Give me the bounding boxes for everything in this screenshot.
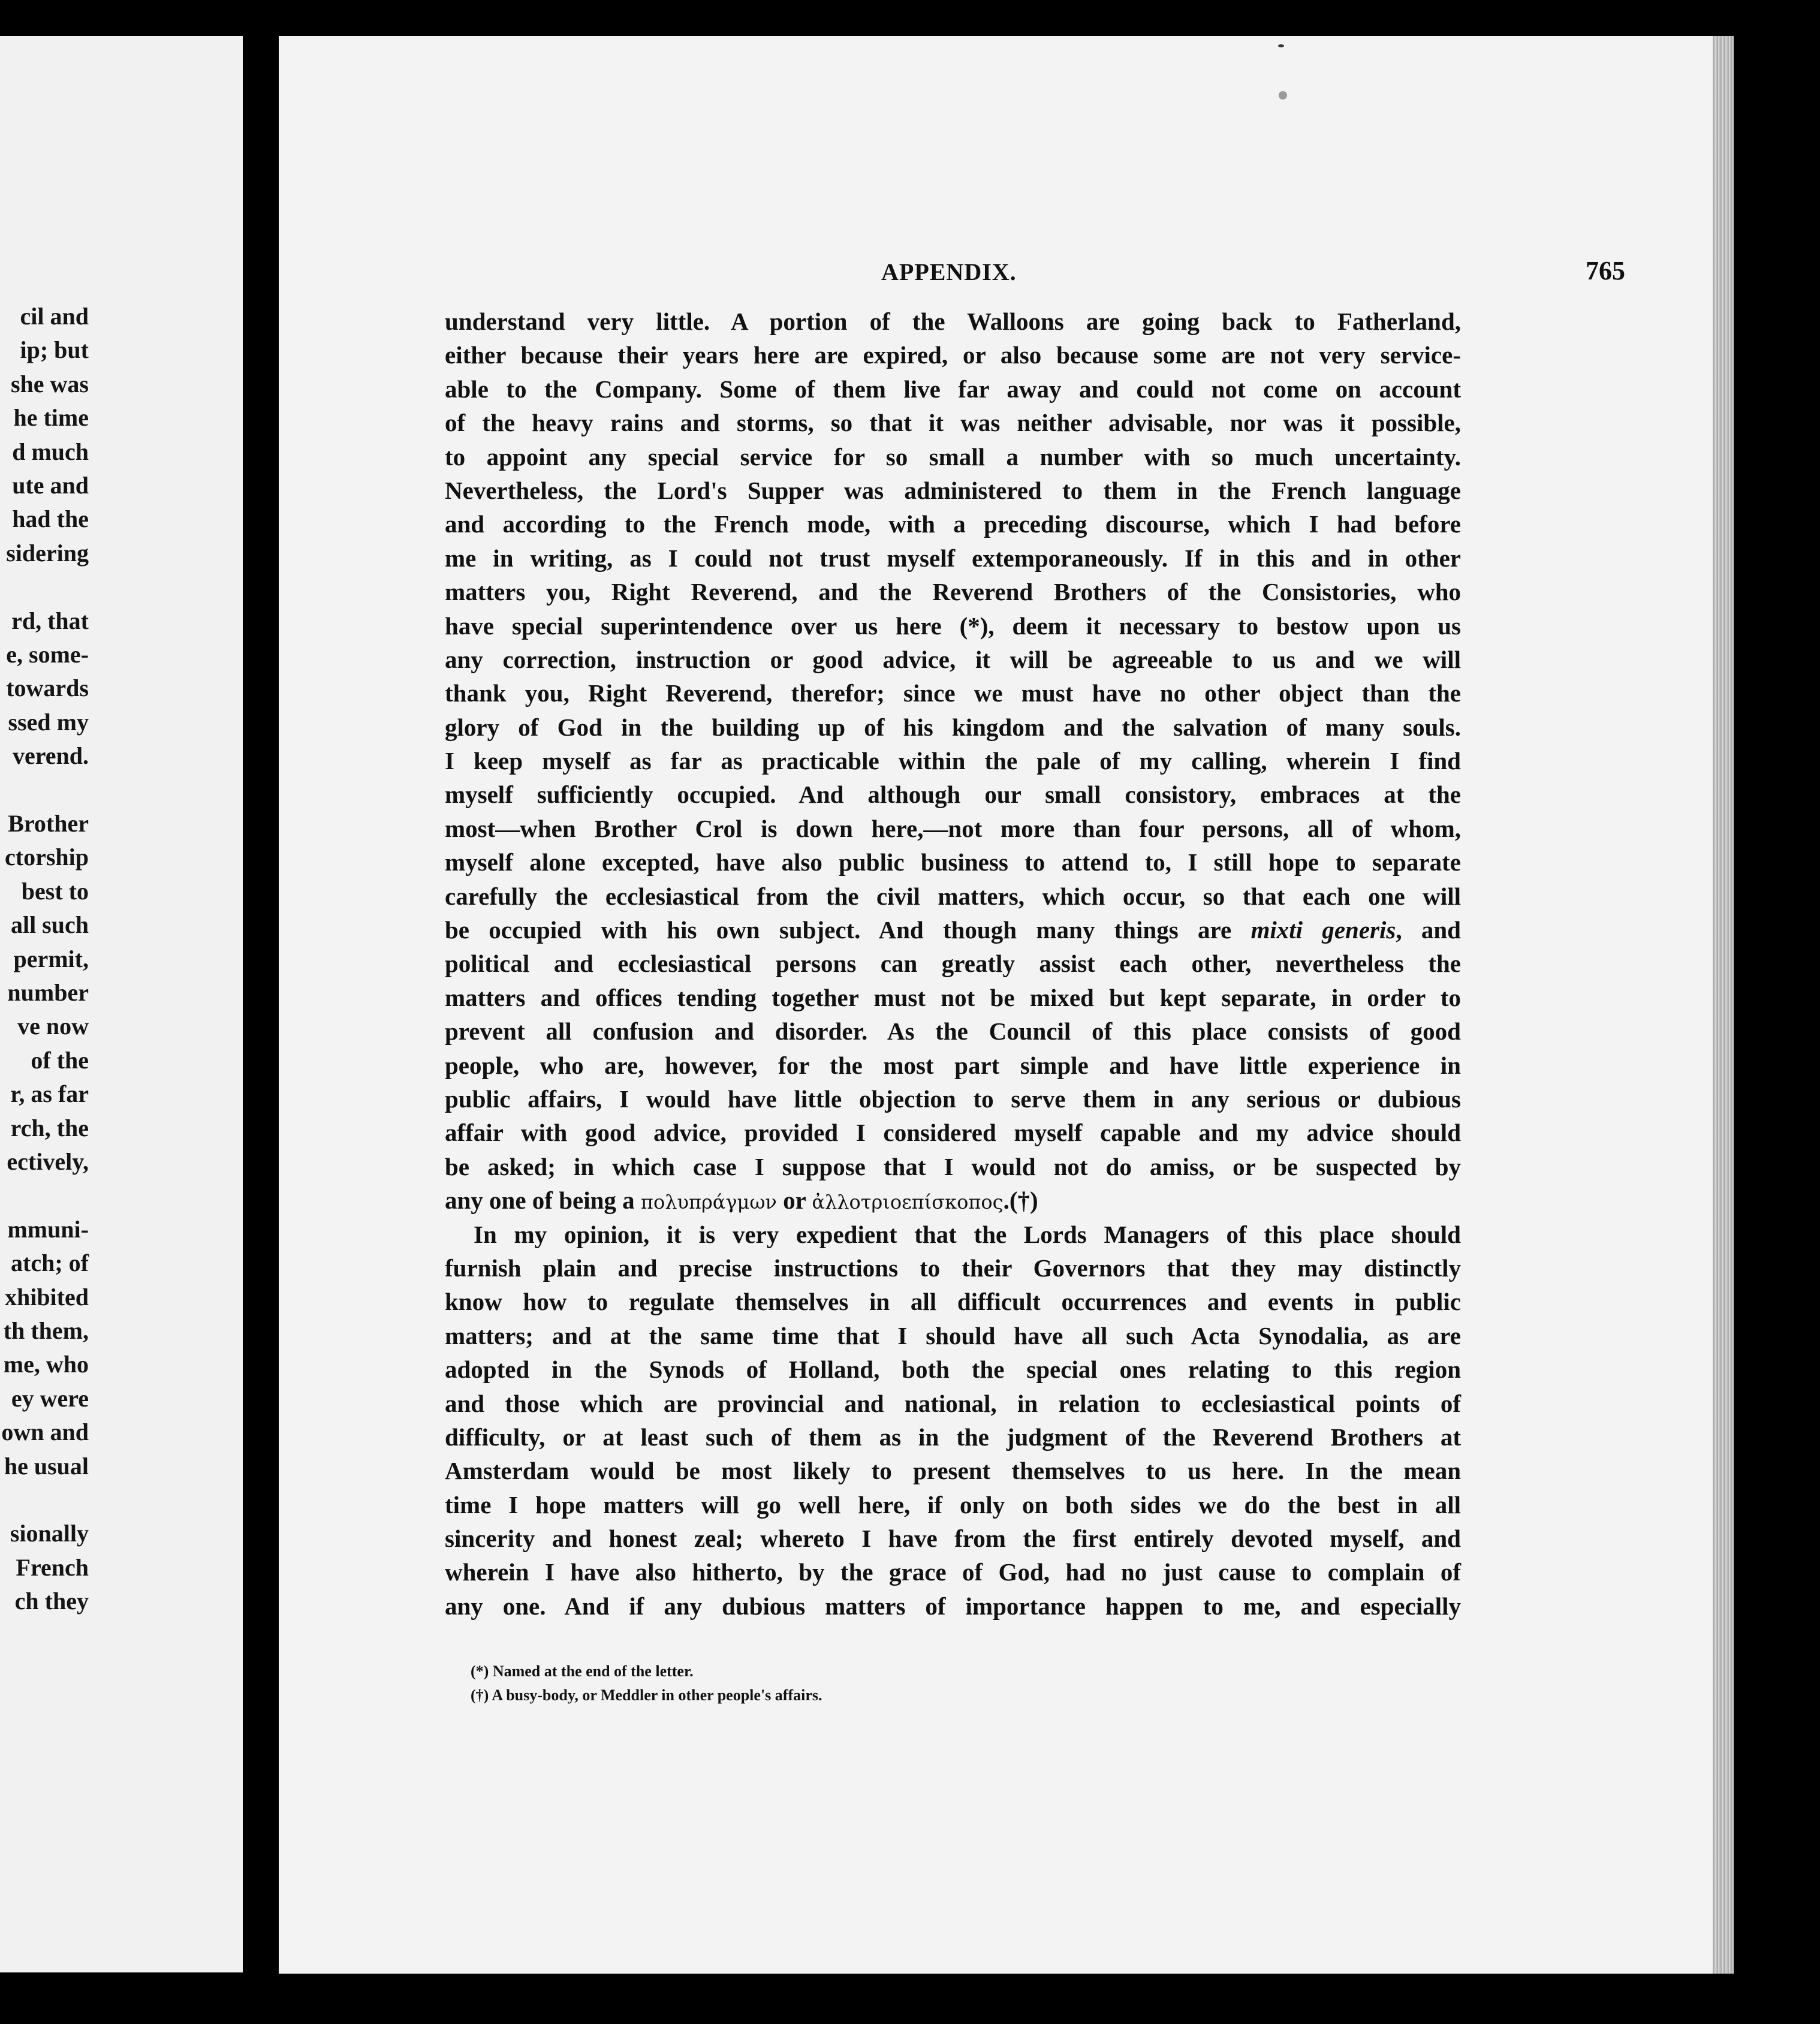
page-number: 765 [1586, 256, 1625, 285]
facing-line-fragment: ectively, [7, 1148, 89, 1175]
text-line: thank you, Right Reverend, therefor; since we must have no other object than the [445, 679, 1461, 707]
ink-speck [1279, 91, 1287, 100]
text-line: able to the Company. Some of them live far away and could not come on account [445, 375, 1461, 403]
text-line: In my opinion, it is very expedient that the Lords Managers of this place should [474, 1220, 1461, 1248]
text-line: prevent all confusion and disorder. As the Council of this place consists of good [445, 1017, 1461, 1046]
facing-line-fragment: number [7, 979, 89, 1006]
text-line: know how to regulate themselves in all difficult occurrences and events in public [445, 1288, 1461, 1316]
text-line: matters; and at the same time that I should have all such Acta Synodalia, as are [445, 1321, 1461, 1350]
facing-line-fragment: permit, [13, 945, 89, 972]
text-line: glory of God in the building up of his kingdom and the salvation of many souls. [445, 713, 1461, 741]
facing-line-fragment: she was [10, 370, 89, 397]
text-line: adopted in the Synods of Holland, both the special ones relating to this region [445, 1356, 1461, 1384]
text-line: matters you, Right Reverend, and the Reverend Brothers of the Consistories, who [445, 578, 1461, 606]
text-line: to appoint any special service for so small a number with so much uncertainty. [445, 442, 1461, 471]
facing-line-fragment: rch, the [10, 1114, 89, 1141]
facing-line-fragment: all such [10, 911, 89, 939]
footnote-1: (*) Named at the end of the letter. [471, 1662, 694, 1680]
text-line: of the heavy rains and storms, so that it was neither advisable, nor was it possible, [445, 409, 1461, 437]
text-line: and those which are provincial and national, in relation to ecclesiastical points of [445, 1389, 1461, 1417]
text-line: either because their years here are expired, or also because some are not very service- [445, 341, 1461, 369]
facing-line-fragment: ctorship [5, 844, 89, 871]
text-line: any correction, instruction or good advice, it will be agreeable to us and we will [445, 645, 1461, 673]
greek-line-before: any one of being a [445, 1186, 641, 1215]
facing-line-fragment: he time [13, 404, 89, 432]
text-line: Nevertheless, the Lord's Supper was administered to them in the French language [445, 476, 1461, 504]
text-line: myself alone excepted, have also public business to attend to, I still hope to separate [445, 848, 1461, 877]
paragraph-1 [445, 305, 1461, 1183]
text-line: furnish plain and precise instructions to their Governors that they may distinctly [445, 1254, 1461, 1282]
text-line: me in writing, as I could not trust myself extemporaneously. If in this and in other [445, 544, 1461, 572]
facing-line-fragment: ve now [17, 1013, 89, 1040]
footnotes [471, 1659, 1430, 1707]
text-line: and according to the French mode, with a preceding discourse, which I had before [445, 510, 1461, 538]
facing-line-fragment: verend. [12, 742, 89, 770]
greek-line-after: .(†) [1003, 1186, 1038, 1215]
facing-line-fragment: me, who [3, 1351, 89, 1378]
running-head: APPENDIX. [881, 258, 1017, 285]
greek-word-1: πολυπράγμων [640, 1191, 777, 1214]
text-line: understand very little. A portion of the Walloons are going back to Fatherland, [445, 308, 1461, 335]
facing-line-fragment: e, some- [6, 641, 89, 668]
book-page [279, 36, 1713, 1974]
text-line: be occupied with his own subject. And though many things are mixti generis, and [445, 916, 1461, 944]
facing-line-fragment: best to [21, 877, 89, 905]
facing-line-fragment: sionally [10, 1520, 89, 1547]
text-line: I keep myself as far as practicable within the pale of my calling, wherein I find [445, 747, 1461, 775]
facing-page-fragment [0, 36, 243, 1972]
text-line: carefully the ecclesiastical from the civil matters, which occur, so that each one will [445, 882, 1461, 910]
greek-word-2: ἀλλοτριοεπίσκοπος [812, 1191, 1004, 1214]
text-line: public affairs, I would have little objection to serve them in any serious or dubious [445, 1085, 1461, 1113]
facing-line-fragment: ey were [11, 1384, 89, 1412]
facing-line-fragment: of the [31, 1046, 89, 1074]
facing-line-fragment: r, as far [10, 1080, 89, 1108]
text-line: people, who are, however, for the most part simple and have little experience in [445, 1051, 1461, 1079]
facing-line-fragment: cil and [20, 303, 89, 330]
ink-speck [1278, 44, 1284, 47]
facing-line-fragment: d much [12, 438, 89, 465]
text-line: difficulty, or at least such of them as in the judgment of the Reverend Brothers at [445, 1423, 1461, 1451]
text-line: sincerity and honest zeal; whereto I have from the first entirely devoted myself, and [445, 1525, 1461, 1553]
facing-line-fragment: rd, that [11, 607, 89, 634]
facing-line-fragment: xhibited [4, 1283, 89, 1311]
page-edge [1713, 36, 1734, 1974]
greek-line-middle: or [776, 1186, 812, 1215]
facing-line-fragment: towards [6, 674, 89, 702]
facing-line-fragment: ute and [12, 472, 89, 499]
facing-line-fragment: Brother [8, 810, 89, 837]
text-line: affair with good advice, provided I considered myself capable and my advice should [445, 1119, 1461, 1147]
page-header [279, 258, 1713, 294]
greek-line [445, 1183, 1461, 1217]
facing-line-fragment: he usual [4, 1452, 89, 1480]
facing-line-fragment: had the [12, 505, 89, 533]
facing-line-fragment: th them, [3, 1317, 89, 1344]
text-line: have special superintendence over us here (*), deem it necessary to bestow upon us [445, 612, 1461, 640]
facing-line-fragment: ch they [14, 1588, 89, 1615]
facing-line-fragment: ip; but [20, 336, 89, 364]
body-text [445, 305, 1461, 1623]
text-line: be asked; in which case I suppose that I would not do amiss, or be suspected by [445, 1152, 1461, 1180]
facing-line-fragment: sidering [6, 539, 89, 567]
text-line: Amsterdam would be most likely to present themselves to us here. In the mean [445, 1457, 1461, 1485]
facing-line-fragment: atch; of [11, 1249, 89, 1277]
text-line: political and ecclesiastical persons can greatly assist each other, nevertheless the [445, 950, 1461, 978]
text-line: most—when Brother Crol is down here,—not more than four persons, all of whom, [445, 814, 1461, 842]
facing-line-fragment: own and [1, 1418, 89, 1446]
facing-line-fragment: French [16, 1553, 89, 1581]
facing-line-fragment: ssed my [8, 708, 89, 736]
book-gutter [243, 0, 279, 2024]
text-line: matters and offices tending together must not be mixed but kept separate, in order to [445, 983, 1461, 1011]
text-line: time I hope matters will go well here, if only on both sides we do the best in all [445, 1490, 1461, 1519]
facing-line-fragment: mmuni- [7, 1215, 89, 1243]
text-line: any one. And if any dubious matters of importance happen to me, and especially [445, 1592, 1461, 1620]
text-line: wherein I have also hitherto, by the grace of God, had no just cause to complain of [445, 1558, 1461, 1586]
footnote-2: (†) A busy-body, or Meddler in other people's affairs. [471, 1686, 822, 1704]
paragraph-2 [445, 1218, 1461, 1624]
text-line: myself sufficiently occupied. And although our small consistory, embraces at the [445, 781, 1461, 809]
